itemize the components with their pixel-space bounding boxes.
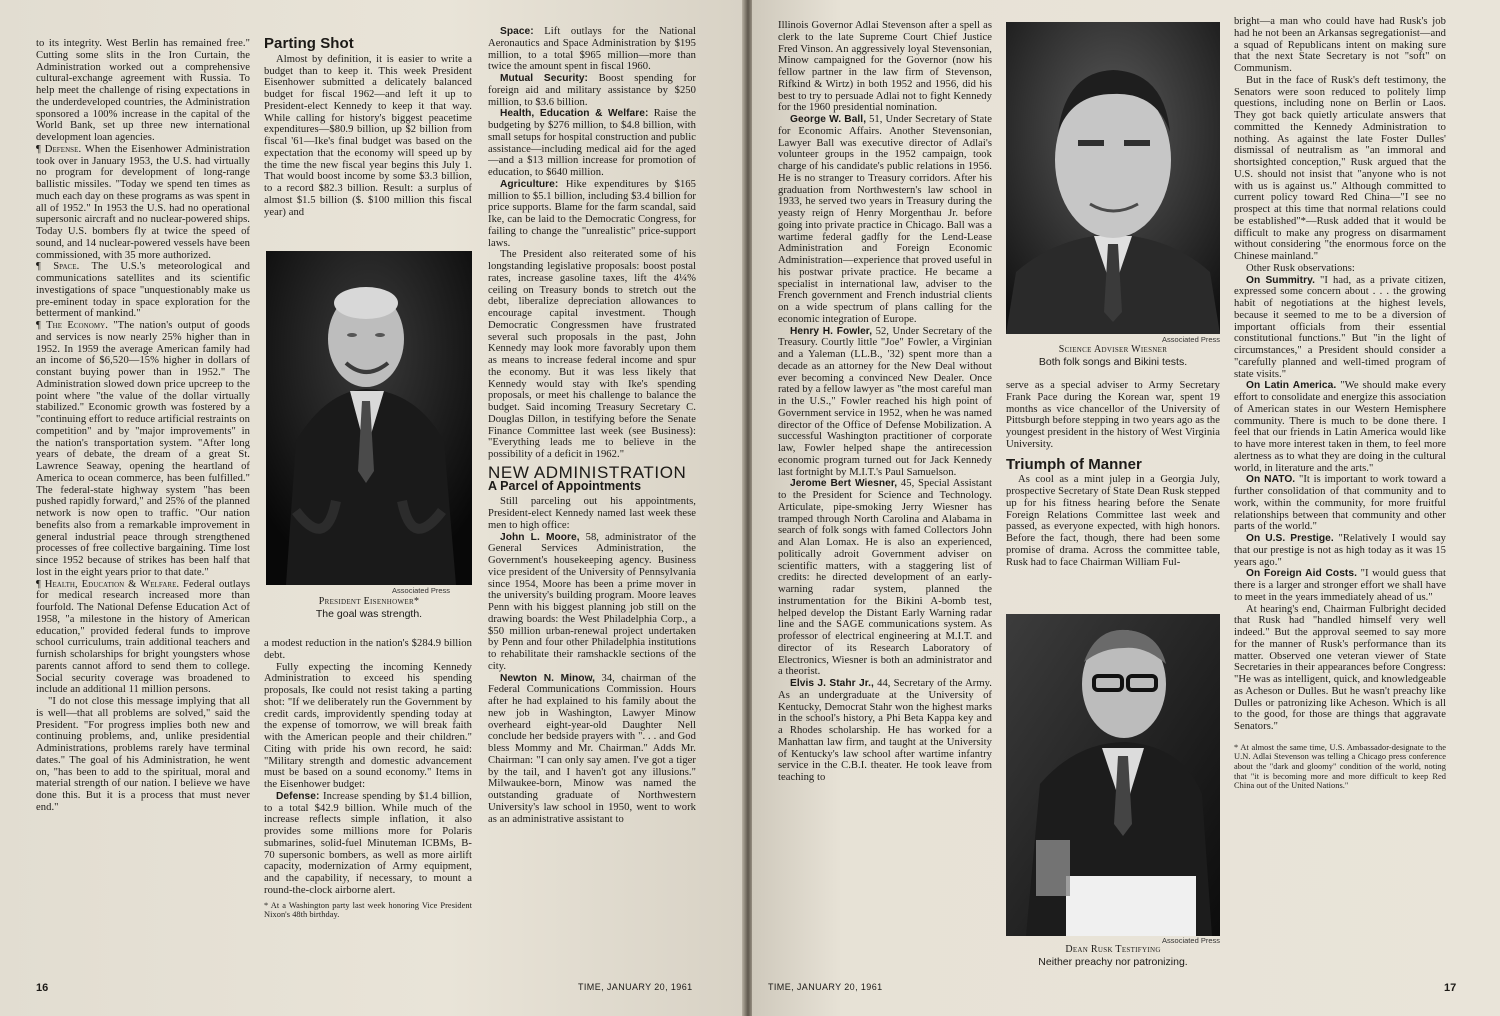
photo-credit: Associated Press xyxy=(1162,335,1220,344)
item-lead: On Latin America. xyxy=(1246,380,1337,392)
paragraph-mutual-item xyxy=(488,73,696,108)
paragraph-text: 52, Under Secretary of the Treasury. Courtly little "Joe" Fowler, a Virginian and a Yaleman (LL.B., '32) spent more than a decade as an attorney for the New Deal without ever becoming a convinced New Dealer. Once rated by a fellow lawyer as "the most careful man in the U.S.," Fowler reached his high point of Government service in 1952, when he was named director of the Office of Defense Mobilization. A successful Washington practitioner of corporate law, Fowler helped shape the antirecession economic program turned out for Jack Kennedy last fortnight by M.I.T.'s Paul Samuelson. xyxy=(778,325,992,478)
section-heading: Parting Shot xyxy=(264,36,354,52)
photo-caption xyxy=(266,596,472,620)
item-lead: Newton N. Minow, xyxy=(500,672,596,684)
paragraph: Almost by definition, it is easier to write a budget than to keep it. This week President Eisenhower submitted a delicately balanced budget for fiscal 1962—and left it up to President-elect Kennedy to keep it that way. While calling for history's biggest peacetime expenditures—$80.9 billion, up $2 billion from fiscal '61—Ike's final budget was based on the expectation that the economy will speed up by the time the new fiscal year begins this July 1. That would boost income by some $3.3 billion, to a record $82.3 billion. Result: a surplus of almost $1.5 billion ($. $100 million this fiscal year) and xyxy=(264,53,472,218)
running-footer: TIME, JANUARY 20, 1961 xyxy=(768,982,883,992)
paragraph-text: When the Eisenhower Administration took over in January 1953, the U.S. had virtually no program for development of long-range ballistic missiles. "Today we spend ten times as much each day on these programs as was spent in all of 1952." In 1953 the U.S. had no operational supersonic aircraft and no nuclear-powered ships. Today U.S. bombers fly at twice the speed of sound, and 14 nuclear-powered vessels have been commissioned, with 35 more authorized. xyxy=(36,143,250,261)
paragraph-health: ¶ Health, Education & Welfare. Federal outlays for medical research increased more than fourfold. The National Defense Education Act of 1958, "a milestone in the history of American education," provided federal funds to improve school curriculums, train additional teachers and furnish scholarships for bright youngsters whose parents cannot afford to send them to college. Social security coverage was broadened to include an additional 11 million persons. xyxy=(36,578,250,696)
caption-name: Science Adviser Wiesner xyxy=(1058,344,1168,355)
photo-credit: Associated Press xyxy=(1162,936,1220,945)
paragraph: "I do not close this message implying that all is well—that all problems are solved," said the President. "For progress implies both new and continuing problems, and, unlike presidential Administrations, problems rarely have terminal dates." The goal of his Administration, he went on, "has been to add to the spiritual, moral and material strength of our nation. I believe we have done this. But it is a process that must never end." xyxy=(36,696,250,813)
section-label: Space. xyxy=(53,261,80,273)
paragraph-moore xyxy=(488,532,696,673)
paragraph-text: 51, Under Secretary of State for Economic Affairs. Another Stevensonian, Lawyer Ball was executive director of Adlai's volunteer groups in the 1952 campaign, took charge of his candidate's public relations in 1956. He is no stranger to Treasury corridors. After his graduation from Northwestern's law school in 1933, he served two years in Treasury during the yeasty reign of Henry Morgenthau Jr. before going into private practice in Chicago. Ball was a wartime federal gadfly for the Lend-Lease Administration and Foreign Economic Administration—experience that proved useful in his postwar private practice. He became a specialist in international law, adviser to the French government and French industrial clients on a wide spectrum of plans calling for the economic integration of Europe. xyxy=(778,114,992,325)
paragraph-aid xyxy=(1234,568,1446,603)
caption-line: The goal was strength. xyxy=(315,608,423,620)
subheading: A Parcel of Appointments xyxy=(488,478,642,493)
item-lead: Mutual Security: xyxy=(500,73,588,84)
paragraph: But in the face of Rusk's deft testimony, the Senators were soon reduced to politely limp questions, including none on Berlin or Laos. They got back quietly articulate answers that committed the Kennedy Administration to nothing. As against the late Foster Dulles' dismissal of neutralism as "an immoral and shortsighted conception," Rusk argued that the U.S. should not insist that "anyone who is not with us is against us." Although committed to current policy toward Red China—"I see no prospect at this time that normal relations could be established"*—Rusk added that it would be difficult to make any progress on disarmament without considering "the enormous force on the Chinese mainland." xyxy=(1234,74,1446,262)
paragraph: Other Rusk observations: xyxy=(1246,262,1355,274)
paragraph-text: Boost spending for foreign aid and military assistance by $250 million, to $3.6 billion. xyxy=(488,73,696,108)
paragraph-wiesner xyxy=(778,478,992,678)
item-lead: Henry H. Fowler, xyxy=(790,325,873,337)
rusk-portrait-image xyxy=(1006,614,1220,936)
item-lead: Health, Education & Welfare: xyxy=(500,108,649,120)
footnote-text: * At almost the same time, U.S. Ambassador-designate to the U.N. Adlai Stevenson was telling a Chicago press conference about the "dark and gloomy" condition of the world, noting that "it is becoming more and more difficult to keep Red China out of the United Nations." xyxy=(1234,742,1446,791)
paragraph: to its integrity. West Berlin has remained free." Cutting some slits in the Iron Curtain, the Administration worked out a comprehensive cultural-exchange agreement with Russia. To help meet the challenge of rising expectations in the underdeveloped countries, the Administration sponsored a 100% increase in the capital of the World Bank, set up three new international development loan agencies. xyxy=(36,38,250,143)
photo-caption xyxy=(1006,344,1220,368)
footnote xyxy=(264,901,472,920)
item-lead: On U.S. Prestige. xyxy=(1246,533,1334,544)
paragraph: a modest reduction in the nation's $284.9 billion debt. xyxy=(264,638,472,661)
eisenhower-portrait-image xyxy=(266,251,472,585)
caption-line: Both folk songs and Bikini tests. xyxy=(1038,356,1188,368)
left-column-1 xyxy=(36,38,250,973)
paragraph-text: 45, Special Assistant to the President for Science and Technology. Articulate, pipe-smoking Jerry Wiesner has tramped through North Carolina and Alabama in search of folk songs with famed Collectors John and Alan Lomax. He is also an experienced, politically adroit Government adviser on scientific matters, with a staggering list of credits: he directed development of an early-warning radar system, planned the instrumentation for the Bikini A-bomb test, helped develop the Distant Early Warning radar line and the SAGE communications system. As professor of electrical engineering at M.I.T. and director of its Research Laboratory of Electronics, Wiesner is both an administrator and a theorist. xyxy=(778,478,992,678)
paragraph-economy: ¶ The Economy. "The nation's output of goods and services is now nearly 25% higher than in 1952. In 1959 the average American family had an income of $6,520—15% higher in dollars of constant buying power than in 1952." The Administration slowed down price upcreep to the point where "the value of the dollar virtually stabilized." Economic growth was fostered by a "continuing effort to reduce artificial restraints on competition" and by "major improvements" in the nation's transportation system. "After long years of debate, the dream of a great St. Lawrence Seaway, opening the heartland of America to ocean commerce, has been fulfilled." The federal-state highway system "has been pushed rapidly forward," and 25% of the planned network is now open to traffic. "Our nation benefits also from a remarkable improvement in general industrial peace through strengthened processes of free collective bargaining. Time lost since 1952 because of strikes has been half that lost in the eight years prior to that date." xyxy=(36,320,250,578)
paragraph: As cool as a mint julep in a Georgia July, prospective Secretary of State Dean Rusk stepped up for his fitness hearing before the Senate Foreign Relations Committee last week and passed, as everyone expected, with high honors. Before the fact, though, there had been some promise of drama. Across the committee table, Rusk had to face Chairman William Ful- xyxy=(1006,474,1220,568)
paragraph-agri-item xyxy=(488,179,696,250)
paragraph-text: 34, chairman of the Federal Communications Commission. Hours after he had explained to his family about the new job in Washington, Lawyer Minow overheard eight-year-old Daughter Nell conclude her bedside prayers with ". . . and God bless Mommy and Mr. Chairman." Adds Mr. Chairman: "I can only say amen. I've got a tiger by the tail, and I haven't got any illusions." Milwaukee-born, Minow was named the outstanding graduate of Northwestern University's law school in 1950, went to work as an administrative assistant to xyxy=(488,672,696,825)
left-page xyxy=(0,0,744,1016)
paragraph-text: "It is important to work toward a further consolidation of that community and to work, within the community, for more fruitful relationships between that community and other parts of the world." xyxy=(1234,474,1446,533)
paragraph: Fully expecting the incoming Kennedy Administration to exceed his spending proposals, Ike could not resist taking a parting shot: "If we deliberately run the Government by credit cards, improvidently spending today at the expense of tomorrow, we will break faith with the American people and their children." Citing with pride his own record, he said: "Military strength and domestic advancement must be based on a sound economy." Items in the Eisenhower budget: xyxy=(264,661,472,790)
paragraph-text: 58, administrator of the General Services Administration, the Government's housekeeping agency. Business vice president of the University of Pennsylvania since 1954, Moore has been a prime mover in the university's building program. Moore leaves Penn with his biggest planning job still on the drawing boards: the West Philadelphia Corp., a $50 million urban-renewal project undertaken by Penn and four other Philadelphia institutions to rehabilitate their ramshackle sections of the city. xyxy=(488,531,696,672)
item-lead: On Foreign Aid Costs. xyxy=(1246,568,1357,580)
paragraph: bright—a man who could have had Rusk's job had he not been an Arkansas segregationist—and a squad of Republicans intent on making sure that the next State Secretary is not "soft" on Communism. xyxy=(1234,16,1446,74)
paragraph-latin xyxy=(1234,380,1446,474)
paragraph-minow xyxy=(488,673,696,826)
paragraph: serve as a special adviser to Army Secretary Frank Pace during the Korean war, spent 19 months as vice chancellor of the University of Pittsburgh before stepping in two years ago as the youngest president in the history of West Virginia University. xyxy=(1006,380,1220,450)
section-label: Defense. xyxy=(44,143,82,155)
paragraph-text: "I had, as a private citizen, expressed some concern about . . . the growing habit of negotiations at the highest levels, because it seemed to me to be a diversion of important officials from their essential constitutional functions." But "in the light of circumstances," a President should consider a "carefully planned and well-timed program of state visits." xyxy=(1234,274,1446,380)
right-column-2 xyxy=(1006,380,1220,608)
section-heading: NEW ADMINISTRATION xyxy=(488,462,687,482)
paragraph-health-item xyxy=(488,108,696,179)
paragraph-fowler xyxy=(778,326,992,479)
page-number: 17 xyxy=(1444,982,1457,994)
item-lead: On Summitry. xyxy=(1246,274,1315,286)
right-page xyxy=(752,0,1500,1016)
paragraph: Still parceling out his appointments, President-elect Kennedy named last week these men to high office: xyxy=(488,496,696,531)
paragraph-text: "I would guess that there is a larger and stronger effort we shall have to meet in the years immediately ahead of us." xyxy=(1234,568,1446,603)
photo-eisenhower xyxy=(266,251,472,585)
item-lead: On NATO. xyxy=(1246,474,1296,486)
paragraph-text: "We should make every effort to consolidate and energize this association of American states in our Western Hemisphere community. There is much to be done there. I feel that our friends in Latin America would like to have more interest taken in them, to feel more alertness as to what they are doing in the cultural world, in literature and the arts." xyxy=(1234,380,1446,474)
section-label: The Economy. xyxy=(46,320,108,331)
paragraph-nato xyxy=(1234,474,1446,533)
wiesner-portrait-image xyxy=(1006,22,1220,334)
item-lead: Defense: xyxy=(276,790,320,802)
paragraph-defense-item xyxy=(264,791,472,897)
caption-line: Neither preachy nor patronizing. xyxy=(1038,956,1188,968)
item-lead: John L. Moore, xyxy=(500,531,580,543)
section-heading: Triumph of Manner xyxy=(1006,455,1142,473)
paragraph-text: Increase spending by $1.4 billion, to a total $42.9 billion. While much of the increase reflects simple inflation, it also provides some millions more for Polaris submarines, solid-fuel Minuteman ICBMs, B-70 supersonic bombers, as well as more airlift capacity, modernization of Army equipment, and the capability, if necessary, to mount a round-the-clock airborne alert. xyxy=(264,790,472,896)
footnote-text: * At a Washington party last week honoring Vice President Nixon's 48th birthday. xyxy=(264,900,472,920)
running-footer: TIME, JANUARY 20, 1961 xyxy=(578,982,693,992)
paragraph-text: Lift outlays for the National Aeronautics and Space Administration by $195 million, to a total $965 million—more than twice the amount spent in fiscal 1960. xyxy=(488,26,696,73)
paragraph-text: The U.S.'s meteorological and communications satellites and its scientific investigations of space "unquestionably make us pre-eminent today in space exploration for the betterment of mankind." xyxy=(36,261,250,320)
paragraph-prestige xyxy=(1234,533,1446,568)
item-lead: Space: xyxy=(500,26,534,37)
left-column-2-top xyxy=(264,36,472,249)
paragraph-text: Hike expenditures by $165 million to $5.1 billion, including $3.4 billion for price supports. Blame for the farm scandal, said Ike, can be laid to the Democratic Congress, for failing to change the "unrealistic" price-support laws. xyxy=(488,178,696,249)
item-lead: Elvis J. Stahr Jr., xyxy=(790,678,874,689)
photo-wiesner xyxy=(1006,22,1220,334)
paragraph: At hearing's end, Chairman Fulbright decided that Rusk had "handled himself very well indeed." But the approval seemed to say more for the manner of Rusk's performance than its matter. Observed one veteran viewer of State Secretaries in their appearances before Congress: "He was as intelligent, quick, and knowledgeable as Acheson or Dulles. But he wasn't preachy like Dulles or patronizing like Acheson. Which is all to the good, for those are things that aggravate Senators." xyxy=(1234,603,1446,732)
page-number: 16 xyxy=(36,982,49,994)
paragraph-stahr xyxy=(778,678,992,784)
paragraph-space-item xyxy=(488,26,696,73)
item-lead: George W. Ball, xyxy=(790,114,867,125)
right-column-3 xyxy=(1234,16,1446,972)
paragraph-text: Federal outlays for medical research increased more than fourfold. The National Defense Education Act of 1958, "a milestone in the history of American education," provided federal funds to improve school curriculums, train additional teachers and furnish scholarships for bright youngsters whose parents cannot afford to send them to college. Social security coverage was broadened to include an additional 11 million persons. xyxy=(36,578,250,696)
paragraph: The President also reiterated some of his longstanding legislative proposals: boost postal rates, increase gasoline taxes, lift the 4¼% ceiling on Treasury bonds to stretch out the debt, liberalize depreciation allowances to encourage capital investment. Though Democratic Congressmen have frustrated several such proposals in the past, John Kennedy may look more favorably upon them as means to increase federal income and spur the economy. But it was less likely that Kennedy would stay with Ike's spending proposals, or meet his challenge to balance the budget. Said incoming Treasury Secretary C. Douglas Dillon, in testifying before the Senate Finance Committee last week (see Business): "Everything leads me to believe in the possibility of a deficit in 1962." xyxy=(488,249,696,460)
paragraph-text: "Relatively I would say that our prestige is not as high today as it was 15 years ago." xyxy=(1234,533,1446,568)
item-lead: Jerome Bert Wiesner, xyxy=(790,478,898,490)
paragraph-text: "The nation's output of goods and services is now nearly 25% higher than in 1952. In 1959 the average American family had an income of $6,520—15% higher in dollars of constant buying power than in 1952." The Administration slowed down price upcreep to the point where "the value of the dollar virtually stabilized." Economic growth was fostered by a "continuing effort to reduce artificial restraints on competition" and by "major improvements" in the nation's transportation system. "After long years of debate, the dream of a great St. Lawrence Seaway, opening the heartland of America to ocean commerce, has been fulfilled." The federal-state highway system "has been pushed rapidly forward," and 25% of the planned network is now open to traffic. "Our nation benefits also from a remarkable improvement in general industrial peace through strengthened processes of free collective bargaining. Time lost since 1952 because of strikes has been half that lost in the eight years prior to that date." xyxy=(36,320,250,578)
paragraph-defense: ¶ Defense. When the Eisenhower Administration took over in January 1953, the U.S. had virtually no program for development of long-range ballistic missiles. "Today we spend ten times as much each day on these programs as was spent in all of 1952." In 1953 the U.S. had no operational supersonic aircraft and no nuclear-powered ships. Today U.S. bombers fly at twice the speed of sound, and 14 nuclear-powered vessels have been commissioned, with 35 more authorized. xyxy=(36,143,250,261)
left-column-2-bottom xyxy=(264,638,472,968)
paragraph-space: ¶ Space. The U.S.'s meteorological and communications satellites and its scientific investigations of space "unquestionably make us pre-eminent today in space exploration for the betterment of mankind." xyxy=(36,261,250,320)
right-column-1 xyxy=(778,20,992,964)
caption-name: Dean Rusk Testifying xyxy=(1065,944,1161,955)
caption-name: President Eisenhower* xyxy=(318,596,420,607)
photo-rusk xyxy=(1006,614,1220,936)
paragraph-text: Raise the budgeting by $276 million, to $4.8 billion, with small setups for hospital construction and public assistance—including medical aid for the aged—and a $13 million increase for promotion of education, to $640 million. xyxy=(488,108,696,178)
photo-credit: Associated Press xyxy=(392,586,450,595)
item-lead: Agriculture: xyxy=(500,178,559,190)
photo-caption xyxy=(1006,944,1220,968)
paragraph-summitry xyxy=(1234,275,1446,381)
left-column-3 xyxy=(488,26,696,966)
paragraph-ball xyxy=(778,114,992,326)
footnote xyxy=(1234,743,1446,791)
paragraph-text: 44, Secretary of the Army. As an undergraduate at the University of Kentucky, Democrat Stahr won the highest marks in the school's history, a Phi Beta Kappa key and a Rhodes scholarship. He has worked for a Manhattan law firm, and taught at the University of Kentucky's law school after wartime infantry service in the C.B.I. theater. He took leave from teaching to xyxy=(778,678,992,783)
paragraph: Illinois Governor Adlai Stevenson after a spell as clerk to the late Supreme Court Chief Justice Fred Vinson. An aggressively loyal Stevensonian, Minow campaigned for the Governor (now his fellow partner in the law firm of Stevenson, Rifkind & Wirtz) in both 1952 and 1956, did his best to try to persuade Adlai not to fight Kennedy for the 1960 presidential nomination. xyxy=(778,20,992,114)
section-label: Health, Education & Welfare. xyxy=(44,578,180,590)
